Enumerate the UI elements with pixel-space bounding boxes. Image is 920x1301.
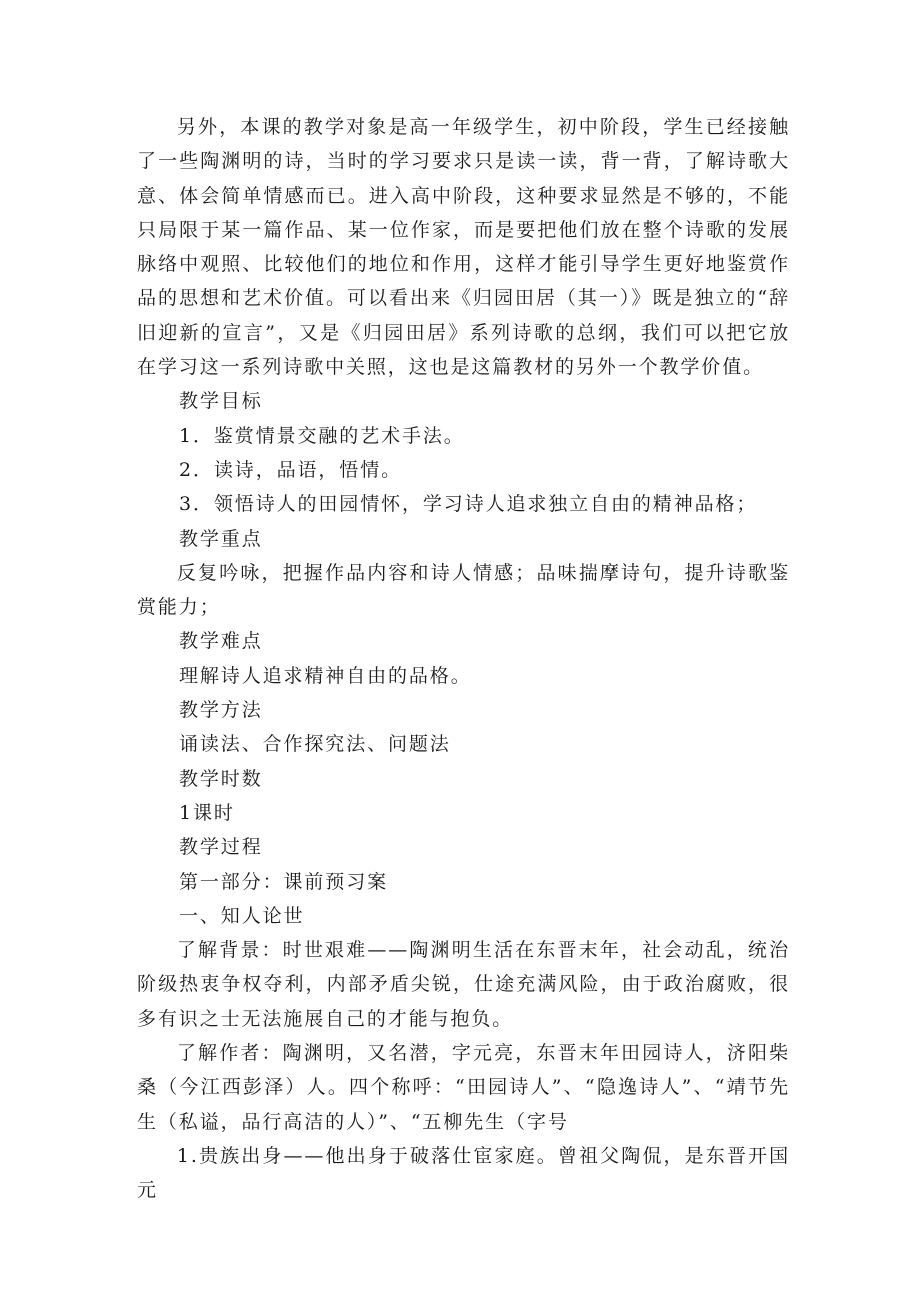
difficulties-text: 理解诗人追求精神自由的品格。	[179, 664, 472, 687]
paragraph-origin: 1.贵族出身——他出身于破落仕宦家庭。曾祖父陶侃，是东晋开国元	[137, 1144, 790, 1202]
heading-process: 教学过程	[179, 836, 263, 859]
paragraph-background: 了解背景：时世艰难——陶渊明生活在东晋末年，社会动乱，统治阶级热衷争权夺利，内部矛盾尖锐，仕途充满风险，由于政治腐败，很多有识之士无法施展自己的才能与抱负。	[137, 939, 790, 1030]
heading-teaching-goals: 教学目标	[179, 390, 263, 413]
class-hours-text: 1课时	[179, 801, 235, 824]
heading-methods: 教学方法	[179, 699, 263, 722]
paragraph-intro: 另外，本课的教学对象是高一年级学生，初中阶段，学生已经接触了一些陶渊明的诗，当时的学习要求只是读一读，背一背，了解诗歌大意、体会简单情感而已。进入高中阶段，这种要求显然是不够的，不能只局限于某一篇作品、某一位作家，而是要把他们放在整个诗歌的发展脉络中观照、比较他们的地位和作用，这样才能引导学生更好地鉴赏作品的思想和艺术价值。可以看出来《归园田居（其一）》既是独立的“辞旧迎新的宣言”，又是《归园田居》系列诗歌的总纲，我们可以把它放在学习这一系列诗歌中关照，这也是这篇教材的另外一个教学价值。	[137, 116, 790, 379]
heading-difficulties: 教学难点	[179, 630, 263, 653]
paragraph-author: 了解作者：陶渊明，又名潜，字元亮，东晋末年田园诗人，济阳柴桑（今江西彭泽）人。四个称呼：“田园诗人”、“隐逸诗人”、“靖节先生（私谥，品行高洁的人）”、“五柳先生（字号	[137, 1042, 790, 1133]
goal-item-2: 2．读诗，品语，悟情。	[179, 458, 402, 481]
methods-text: 诵读法、合作探究法、问题法	[179, 733, 451, 756]
key-points-text: 反复吟咏，把握作品内容和诗人情感；品味揣摩诗句，提升诗歌鉴赏能力；	[137, 561, 790, 619]
goal-item-1: 1．鉴赏情景交融的艺术手法。	[179, 424, 465, 447]
heading-section-one: 一、知人论世	[179, 904, 305, 927]
heading-key-points: 教学重点	[179, 527, 263, 550]
heading-part-one: 第一部分：课前预习案	[179, 870, 389, 893]
goal-item-3: 3．领悟诗人的田园情怀，学习诗人追求独立自由的精神品格；	[179, 493, 758, 516]
heading-class-hours: 教学时数	[179, 767, 263, 790]
